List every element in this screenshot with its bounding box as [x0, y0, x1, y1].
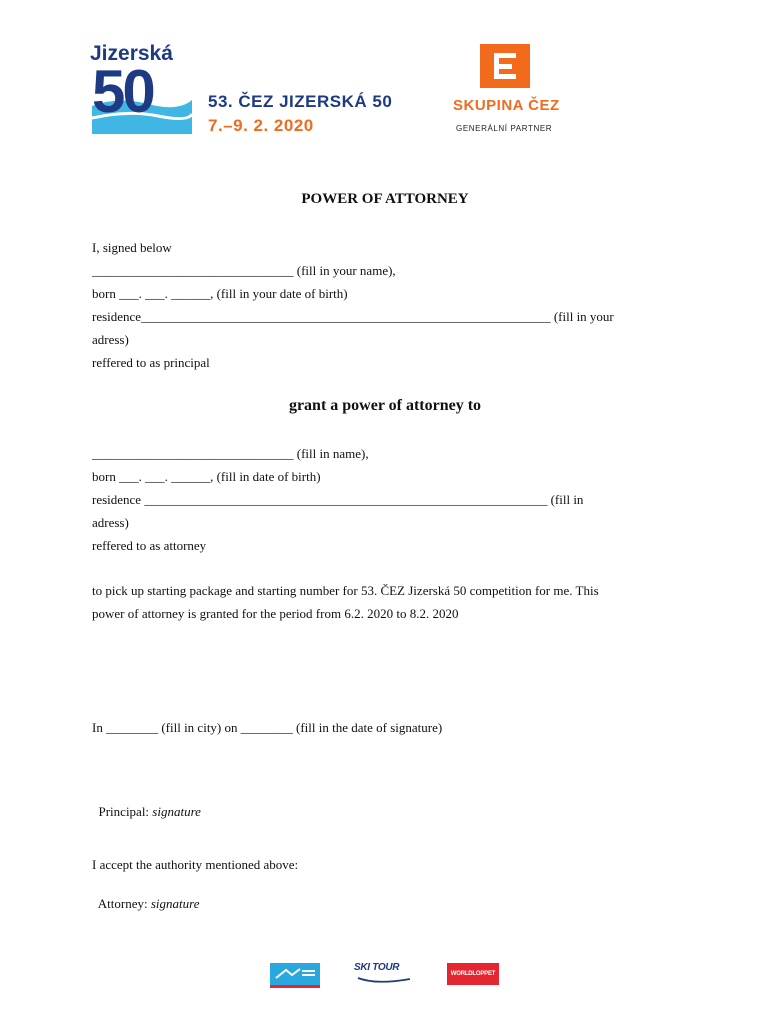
principal-signature-label: Principal: — [98, 804, 153, 819]
attorney-residence-field[interactable]: residence ______________________________________________________________ (fill in — [92, 492, 584, 507]
principal-intro: I, signed below — [92, 240, 172, 255]
principal-signature-field[interactable]: signature — [152, 804, 201, 819]
attorney-birth-field[interactable]: born ___. ___. ______, (fill in date of birth) — [92, 469, 321, 484]
attorney-signature-label: Attorney: — [97, 896, 151, 911]
event-title: 53. ČEZ JIZERSKÁ 50 — [208, 92, 393, 111]
jizerska-logo-word: Jizerská — [90, 42, 173, 65]
worldloppet-logo — [447, 963, 499, 985]
skitour-swoosh-icon — [356, 975, 412, 985]
purpose-text-line-2: power of attorney is granted for the period from 6.2. 2020 to 8.2. 2020 — [92, 606, 459, 621]
principal-residence-field[interactable]: residence_______________________________________________________________ (fill in your — [92, 309, 614, 324]
attorney-role-text: reffered to as attorney — [92, 538, 207, 553]
visma-ski-classics-logo — [270, 963, 320, 988]
attorney-residence-cont: adress) — [92, 515, 129, 530]
principal-birth-field[interactable]: born ___. ___. ______, (fill in your date of birth) — [92, 286, 348, 301]
cez-e-icon — [480, 44, 530, 88]
partner-name: SKUPINA ČEZ — [453, 97, 560, 114]
attorney-name-field[interactable]: _______________________________ (fill in name), — [92, 446, 369, 461]
cez-logo — [480, 44, 530, 88]
document-title: POWER OF ATTORNEY — [301, 191, 469, 207]
principal-name-field[interactable]: _______________________________ (fill in your name), — [92, 263, 396, 278]
grant-heading: grant a power of attorney to — [288, 397, 482, 414]
worldloppet-logo-text: WORLDLOPPET — [450, 971, 496, 977]
partner-role: GENERÁLNÍ PARTNER — [456, 124, 553, 133]
attorney-signature-field[interactable]: signature — [150, 896, 200, 911]
principal-role-text: reffered to as principal — [92, 355, 210, 370]
attorney-signature-row — [92, 880, 200, 912]
event-dates: 7.–9. 2. 2020 — [208, 116, 314, 135]
accept-statement: I accept the authority mentioned above: — [92, 857, 299, 872]
purpose-text-line-1: to pick up starting package and starting number for 53. ČEZ Jizerská 50 competition for me. This — [92, 583, 599, 598]
ski-classics-icon — [272, 966, 318, 982]
principal-signature-row — [92, 788, 201, 820]
skitour-logo-text: SKI TOUR — [354, 962, 400, 973]
place-date-field[interactable]: In ________ (fill in city) on ________ (fill in the date of signature) — [92, 720, 443, 735]
jizerska-50-logo — [88, 42, 192, 134]
skitour-logo — [354, 962, 414, 986]
jizerska-logo-number: 50 — [92, 58, 153, 125]
principal-residence-cont: adress) — [92, 332, 129, 347]
